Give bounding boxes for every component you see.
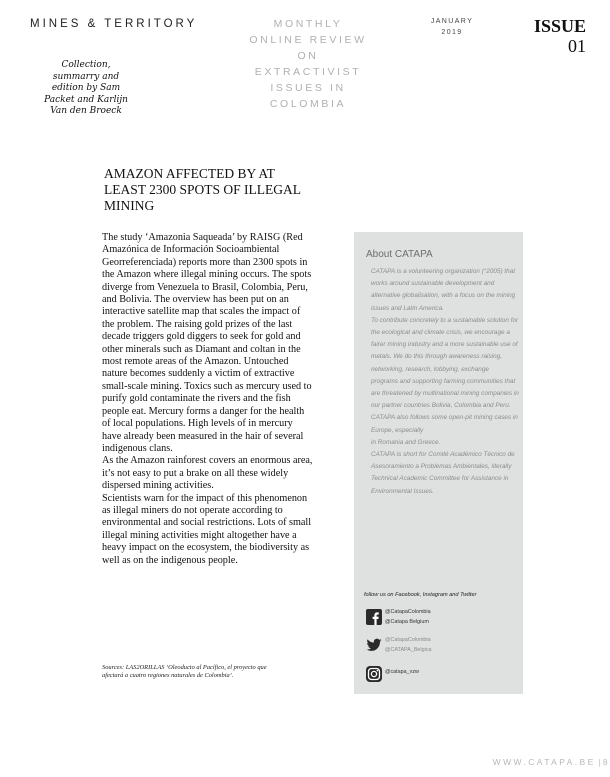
subtitle-line: COLOMBIA [269,98,347,110]
article-paragraph: Scientists warn for the impact of this phenomenon as illegal miners do not operate according to environmental and social restrictions. Lots of small illegal mining activities might altogether have a heavy impact on the ecosystem, the biodiversity as well as on the indigenous people. [102,492,312,566]
issue-month: JANUARY [430,18,474,25]
about-sidebar [354,232,523,694]
twitter-handle[interactable]: @CatapaColombia [385,637,431,643]
facebook-handles [385,608,431,627]
twitter-icon[interactable] [366,637,382,653]
issue-badge [520,16,600,56]
twitter-row[interactable] [366,636,516,658]
twitter-handles [385,636,432,655]
sidebar-paragraph: CATAPA is a volunteering organization (°2005) that works around sustainable development and alternative globalisation, with a focus on the mining issues and Latin America. [371,268,516,312]
article-body [102,232,314,567]
masthead-title: MINES & TERRITORY [30,18,198,30]
facebook-row[interactable] [366,608,516,630]
article-paragraph: As the Amazon rainforest covers an enormous area, it’s not easy to put a brake on all these widely dispersed mining activities. [102,455,313,492]
issue-label: ISSUE [533,16,587,36]
facebook-icon[interactable] [366,609,382,625]
article-headline: AMAZON AFFECTED BY AT LEAST 2300 SPOTS OF ILLEGAL MINING [104,166,301,213]
page-number: 8 [602,757,610,767]
sidebar-paragraph: To contribute concretely to a sustainable solution for the ecological and climate crisis, we encourage a fairer mining industry and a more sustainable use of metals. We do this through awareness raising, networking, research, lobbying, exchange [371,316,519,373]
subtitle-line: MONTHLY [273,18,343,30]
sidebar-title: About CATAPA [366,249,433,260]
follow-us-text: follow us on Facebook, Instagram and Twitter [364,592,477,598]
issue-number: 01 [568,36,586,56]
issue-date [420,16,484,38]
twitter-handle[interactable]: @CATAPA_Belgica [385,646,432,653]
facebook-handle[interactable]: @CatapaColombia [385,609,431,615]
review-subtitle [248,16,368,112]
article-sources: Sources: LAS2ORILLAS ‘Oleoducto al Pacífico, el proyecto que afectará a cuatro regiones naturales de Colombia’. [102,664,267,679]
sidebar-paragraph: programs and supporting farming communities that are threatened by multinational mining companies in our partner countries Bolivia, Colombia and Peru. CATAPA also follows some open-pit mining cases in Europe, especially [371,377,519,434]
subtitle-line: EXTRACTIVIST [254,66,362,78]
article-paragraph: The study ‘Amazonia Saqueada’ by RAISG (Red Amazónica de Información Socioambiental Georreferenciada) reports more than 2300 spots in the Amazon where illegal mining occurs. The spots diverge from Venezuela to Brasil, Colombia, Peru, and Bolivia. The overview has been put on an interactive satellite map that scales the impact of the problem. The raising gold prizes of the last decade triggers gold diggers to seek for gold and other minerals such as Diamant and coltan in the most remote areas of the Amazon. Untouched nature becomes suddenly a victim of extractive small-scale mining. Toxics such as mercury used to purify gold contaminate the rivers and the fish people eat. Mercury forms a danger for the health of local populations. High levels of in mercury have already been measured in the hair of several indigenous clans. [102,232,312,454]
issue-year: 2019 [441,29,463,36]
instagram-row[interactable] [366,665,516,687]
sidebar-paragraph: CATAPA is short for Comité Académico Técnico de Asesoramiento a Problemas Ambientales, literally Technical Academic Committee for Assistance in Environmental Issues. [371,451,515,495]
footer-website[interactable]: WWW.CATAPA.BE [492,757,596,767]
subtitle-line: ONLINE REVIEW [249,34,367,46]
credits: Collection, summarry and edition by Sam Packet and Karlijn Van den Broeck [44,60,128,116]
subtitle-line: ON [297,50,319,62]
page-footer [493,757,610,767]
instagram-handles [385,668,419,678]
footer-divider: | [598,757,601,767]
instagram-handle[interactable]: @catapa_vzw [385,669,419,675]
facebook-handle[interactable]: @Catapa Belgium [385,618,429,625]
instagram-icon[interactable] [366,666,382,682]
sidebar-text [371,266,521,498]
sidebar-paragraph: in Romania and Greece. [371,438,441,446]
subtitle-line: ISSUES IN [270,82,346,94]
